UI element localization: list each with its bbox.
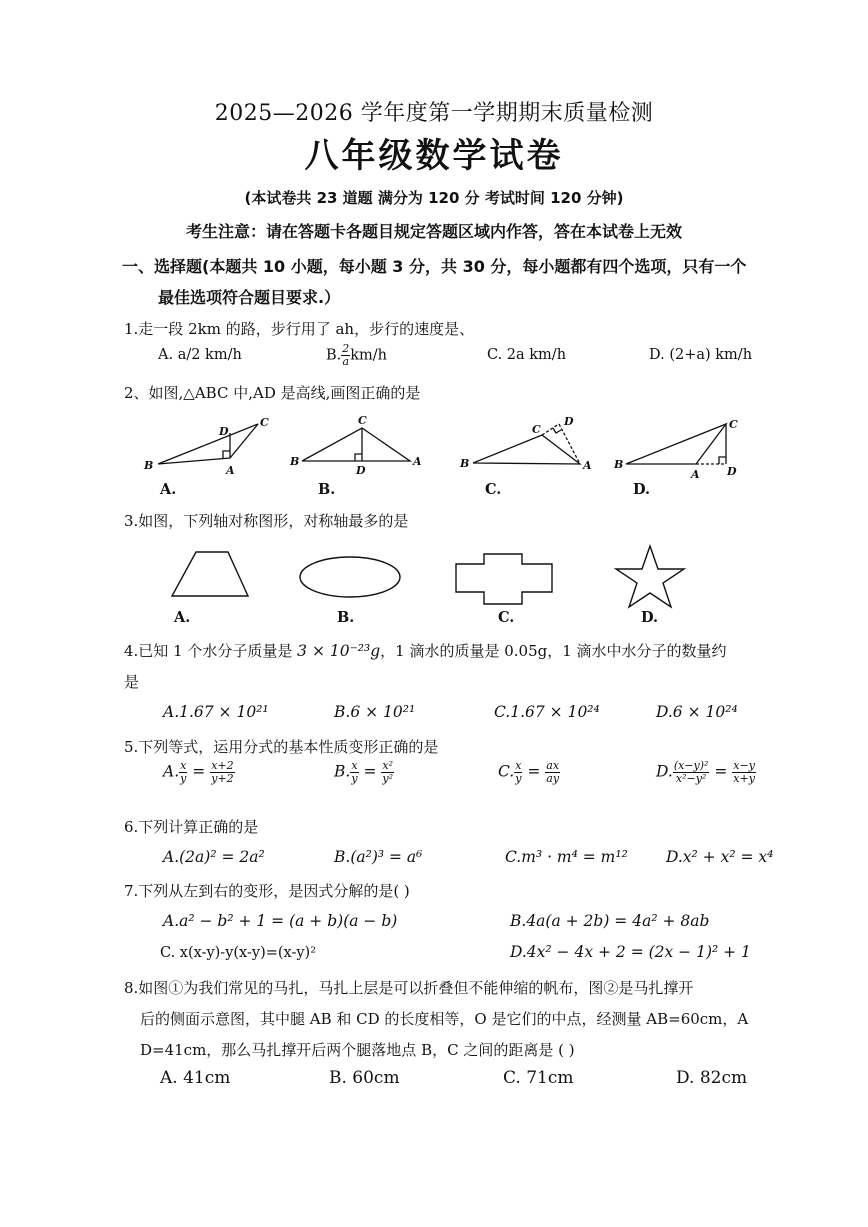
- q2-fig-c-vertex-d: D: [564, 415, 574, 428]
- q2-label-b: B.: [318, 481, 336, 498]
- q2-fig-c-vertex-c: C: [532, 423, 541, 436]
- q8-option-d: D. 82cm: [676, 1068, 748, 1088]
- q2-label-a: A.: [160, 481, 177, 498]
- q1-option-a: A. a/2 km/h: [158, 347, 242, 363]
- q4-option-b: B.6 × 10²¹: [334, 703, 416, 721]
- q7-option-c: C. x(x-y)-y(x-y)=(x-y)²: [160, 945, 317, 961]
- q5-stem: 5.下列等式，运用分式的基本性质变形正确的是: [124, 738, 439, 756]
- q2-fig-d-vertex-c: C: [729, 418, 738, 431]
- q7-option-d: D.4x² − 4x + 2 = (2x − 1)² + 1: [510, 943, 751, 961]
- q2-fig-b-vertex-a: A: [413, 455, 422, 468]
- q3-star-shape: [616, 546, 684, 607]
- q2-fig-c-vertex-a: A: [583, 459, 592, 472]
- q2-label-c: C.: [485, 481, 502, 498]
- q3-label-a: A.: [174, 609, 191, 626]
- q6-stem: 6.下列计算正确的是: [124, 818, 259, 836]
- q1-option-b: B. $\frac{2}{a}$ km/h: [326, 342, 388, 368]
- q2-label-d: D.: [633, 481, 651, 498]
- exam-period-title: 2025—2026 学年度第一学期期末质量检测: [214, 101, 654, 126]
- exam-notice: 考生注意：请在答题卡各题目规定答题区域内作答，答在本试卷上无效: [185, 222, 682, 241]
- q2-fig-a-vertex-d: D: [219, 425, 229, 438]
- q8-stem-line1: 8.如图①为我们常见的马扎，马扎上层是可以折叠但不能伸缩的帆布，图②是马扎撑开: [124, 979, 694, 997]
- q1-option-c: C. 2a km/h: [487, 347, 567, 363]
- q5-option-a: A. $\frac{x}{y}$ = $\frac{x+2}{y+2}$: [163, 759, 234, 785]
- q2-fig-b-vertex-b: B: [290, 455, 300, 468]
- q2-fig-a-triangle: [158, 424, 258, 464]
- q8-option-b: B. 60cm: [329, 1068, 400, 1088]
- q8-stem-line2: 后的侧面示意图，其中腿 AB 和 CD 的长度相等，O 是它们的中点，经测量 AB=60cm，A: [140, 1010, 749, 1028]
- q5-option-b: B. $\frac{x}{y}$ = $\frac{\text{x²}}{\text{y²}}$: [334, 759, 394, 785]
- q2-stem: 2、如图,△ABC 中,AD 是高线,画图正确的是: [124, 384, 421, 402]
- q8-option-a: A. 41cm: [160, 1068, 231, 1088]
- q2-fig-c-triangle: [473, 435, 580, 464]
- q4-option-a: A.1.67 × 10²¹: [163, 703, 269, 721]
- q2-fig-c-right-angle: [553, 428, 561, 433]
- q2-fig-b-triangle: [302, 428, 410, 461]
- q2-fig-a-vertex-c: C: [260, 416, 269, 429]
- exam-title: 八年级数学试卷: [304, 136, 564, 176]
- q2-fig-c-vertex-b: B: [460, 457, 470, 470]
- q5-option-d: D. $\frac{\text{(x−y)²}}{\text{x²−y²}}$ = $\frac{x-y}{x+y}$: [656, 759, 755, 785]
- q4-stem: 4.已知 1 个水分子质量是 3 × 10⁻²³g，1 滴水的质量是 0.05g，1 滴水中水分子的数量约: [124, 642, 727, 660]
- q6-option-a: A.(2a)² = 2a²: [163, 848, 265, 866]
- q2-fig-b-vertex-c: C: [358, 414, 367, 427]
- exam-info: (本试卷共 23 道题 满分为 120 分 考试时间 120 分钟): [244, 189, 624, 207]
- q2-figures: [140, 408, 760, 500]
- q8-option-c: C. 71cm: [503, 1068, 574, 1088]
- q8-stem-line3: D=41cm，那么马扎撑开后两个腿落地点 B，C 之间的距离是 ( ): [140, 1041, 575, 1059]
- q6-option-d: D.x² + x² = x⁴: [666, 848, 774, 866]
- q4-option-d: D.6 × 10²⁴: [656, 703, 738, 721]
- q2-fig-d-vertex-b: B: [614, 458, 624, 471]
- q3-label-d: D.: [641, 609, 659, 626]
- q7-option-a: A.a² − b² + 1 = (a + b)(a − b): [163, 912, 398, 930]
- q6-option-c: C.m³ · m⁴ = m¹²: [505, 848, 628, 866]
- q3-label-b: B.: [337, 609, 355, 626]
- q3-label-c: C.: [498, 609, 515, 626]
- q2-fig-a-right-angle: [223, 451, 230, 458]
- q3-cross-shape: [456, 554, 552, 604]
- section-heading: 一、选择题(本题共 10 小题，每小题 3 分，共 30 分，每小题都有四个选项，只有一个: [122, 257, 747, 276]
- q7-option-b: B.4a(a + 2b) = 4a² + 8ab: [510, 912, 710, 930]
- q2-fig-d-right-angle: [719, 457, 726, 464]
- section-heading-cont: 最佳选项符合题目要求.）: [158, 288, 341, 307]
- q6-option-b: B.(a²)³ = a⁶: [334, 848, 423, 866]
- q4-option-c: C.1.67 × 10²⁴: [494, 703, 600, 721]
- q3-trapezoid-shape: [172, 552, 248, 596]
- q3-figures: [160, 540, 700, 615]
- q1-stem: 1.走一段 2km 的路，步行用了 ah，步行的速度是、: [124, 320, 475, 338]
- q5-option-c: C. $\frac{x}{y}$ = $\frac{ax}{ay}$: [498, 759, 560, 785]
- q4-stem-cont: 是: [124, 673, 140, 691]
- q3-ellipse-shape: [300, 557, 400, 597]
- q2-fig-a-vertex-a: A: [226, 464, 235, 477]
- q2-fig-b-right-angle: [355, 454, 362, 461]
- q2-fig-a-vertex-b: B: [144, 459, 154, 472]
- q2-fig-d-vertex-a: A: [691, 468, 700, 481]
- q1-option-d: D. (2+a) km/h: [649, 347, 753, 363]
- q7-stem: 7.下列从左到右的变形，是因式分解的是( ): [124, 882, 410, 900]
- q3-stem: 3.如图，下列轴对称图形，对称轴最多的是: [124, 512, 409, 530]
- q2-fig-d-triangle: [626, 424, 726, 464]
- q2-fig-c-altitude: [559, 424, 580, 464]
- q2-fig-b-vertex-d: D: [356, 464, 366, 477]
- q2-fig-d-vertex-d: D: [727, 465, 737, 478]
